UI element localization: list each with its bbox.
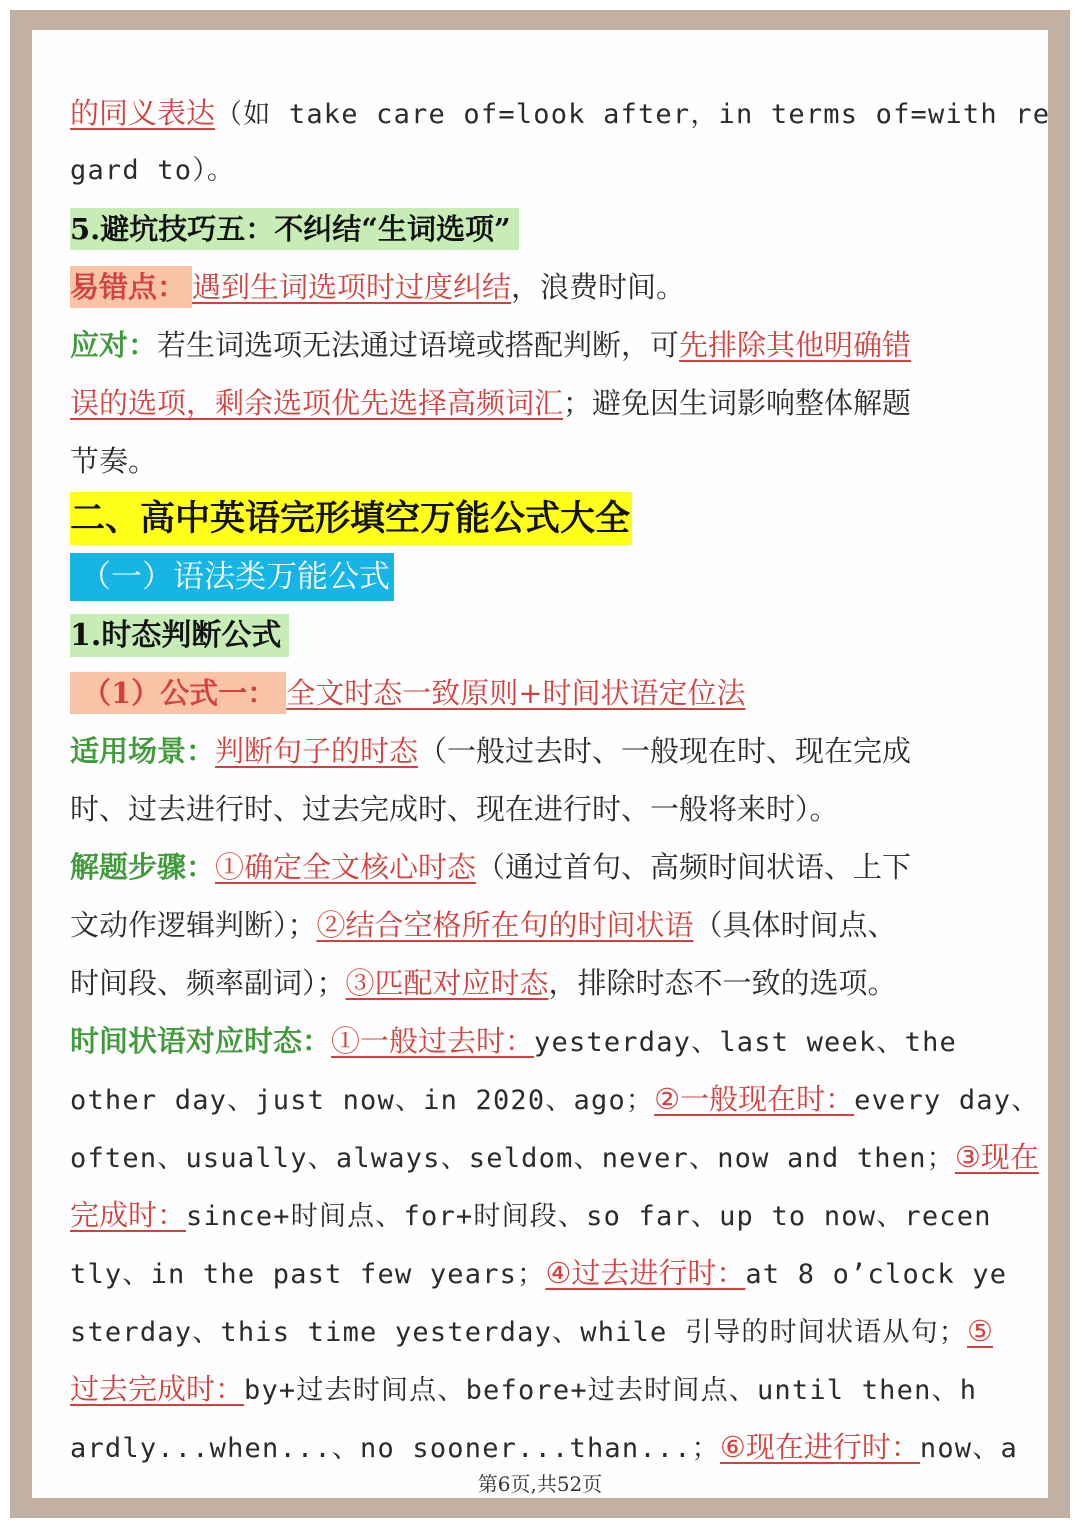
text-line [70, 838, 1020, 896]
text-line [70, 258, 1020, 316]
text-span: sterday、this time yesterday、while 引导的时间状语从句； [70, 1317, 967, 1348]
text-span: ；避免因生词影响整体解题 [563, 386, 912, 420]
underlined-phrase: ⑤ [966, 1314, 993, 1348]
underlined-phrase: ③现在 [954, 1140, 1039, 1174]
underlined-phrase: 先排除其他明确错 [679, 328, 912, 362]
text-line [70, 1070, 1040, 1128]
text-line [70, 722, 1020, 780]
text-line [70, 1360, 1020, 1418]
steps-label: 解题步骤： [70, 850, 216, 884]
text-line [70, 1012, 1020, 1070]
formula-label: （1）公式一： [70, 672, 286, 714]
page-number: 第6页,共52页 [477, 1472, 603, 1496]
text-span: （具体时间点、 [693, 908, 897, 942]
text-line [70, 316, 1020, 374]
adverbial-label: 时间状语对应时态： [70, 1024, 332, 1058]
topic-heading-line [70, 606, 1020, 664]
text-span: （如 take care of=look after，in terms of=with re [215, 99, 1051, 130]
text-span: now、a [919, 1433, 1018, 1464]
text-span: 若生词选项无法通过语境或搭配判断，可 [157, 328, 680, 362]
text-span: by+过去时间点、before+过去时间点、until then、h [244, 1375, 978, 1406]
text-line: 时、过去进行时、过去完成时、现在进行时、一般将来时）。 [70, 792, 839, 826]
text-line [70, 84, 1051, 142]
text-span: every day、 [854, 1085, 1040, 1116]
response-label: 应对： [70, 328, 158, 362]
text-span: since+时间点、for+时间段、so far、up to now、recen [186, 1201, 992, 1232]
underlined-phrase: ①确定全文核心时态 [215, 850, 477, 884]
scenario-label: 适用场景： [70, 734, 216, 768]
formula-line [70, 664, 1020, 722]
text-span: yesterday、last week、the [534, 1027, 957, 1058]
text-line: 节奏。 [70, 444, 158, 478]
underlined-phrase: 过去完成时： [70, 1372, 245, 1406]
section-heading: 二、高中英语完形填空万能公式大全 [70, 492, 632, 545]
underlined-phrase: 误的选项，剩余选项优先选择高频词汇 [70, 386, 564, 420]
text-span: at 8 o’clock ye [745, 1259, 1008, 1290]
text-span: ardly...when...、no sooner...than...； [70, 1433, 720, 1464]
text-span: often、usually、always、seldom、never、now and then； [70, 1143, 955, 1174]
document-body [70, 88, 1051, 1476]
subsection-heading-line [70, 548, 1020, 606]
subheading-line [70, 200, 1020, 258]
underlined-phrase: ②一般现在时： [654, 1082, 855, 1116]
underlined-phrase: ③匹配对应时态 [345, 966, 549, 1000]
text-span: ，排除时态不一致的选项。 [548, 966, 897, 1000]
subsection-heading: （一）语法类万能公式 [70, 553, 394, 601]
underlined-phrase: 完成时： [70, 1198, 187, 1232]
text-span: other day、just now、in 2020、ago； [70, 1085, 655, 1116]
text-span: （通过首句、高频时间状语、上下 [476, 850, 912, 884]
text-span: 文动作逻辑判断）； [70, 908, 317, 942]
underlined-phrase: 遇到生词选项时过度纠结 [192, 270, 512, 304]
underlined-phrase: ④过去进行时： [545, 1256, 746, 1290]
page-border [10, 10, 1070, 1518]
text-line [70, 1186, 1020, 1244]
underlined-phrase: 判断句子的时态 [215, 734, 419, 768]
text-line [70, 1302, 1020, 1360]
text-span: ，浪费时间。 [511, 270, 686, 304]
topic-heading: 1.时态判断公式 [70, 614, 289, 657]
text-line: gard to）。 [70, 155, 236, 186]
text-span: tly、in the past few years； [70, 1259, 546, 1290]
underlined-phrase: ①一般过去时： [331, 1024, 535, 1058]
text-line [70, 1244, 1020, 1302]
error-label: 易错点： [70, 266, 192, 308]
underlined-phrase: 全文时态一致原则+时间状语定位法 [286, 676, 746, 710]
underlined-phrase: ②结合空格所在句的时间状语 [316, 908, 694, 942]
text-span: （一般过去时、一般现在时、现在完成 [418, 734, 912, 768]
text-line [70, 374, 1020, 432]
document-page [32, 30, 1051, 1498]
underlined-phrase: ⑥现在进行时： [719, 1430, 920, 1464]
tip-heading: 5.避坑技巧五：不纠结“生词选项” [70, 208, 519, 250]
section-heading-line [70, 490, 1020, 548]
text-span: 时间段、频率副词）； [70, 966, 346, 1000]
text-line [70, 896, 1020, 954]
text-line [70, 1128, 1039, 1186]
text-line [70, 954, 1020, 1012]
underlined-phrase: 的同义表达 [70, 96, 216, 130]
